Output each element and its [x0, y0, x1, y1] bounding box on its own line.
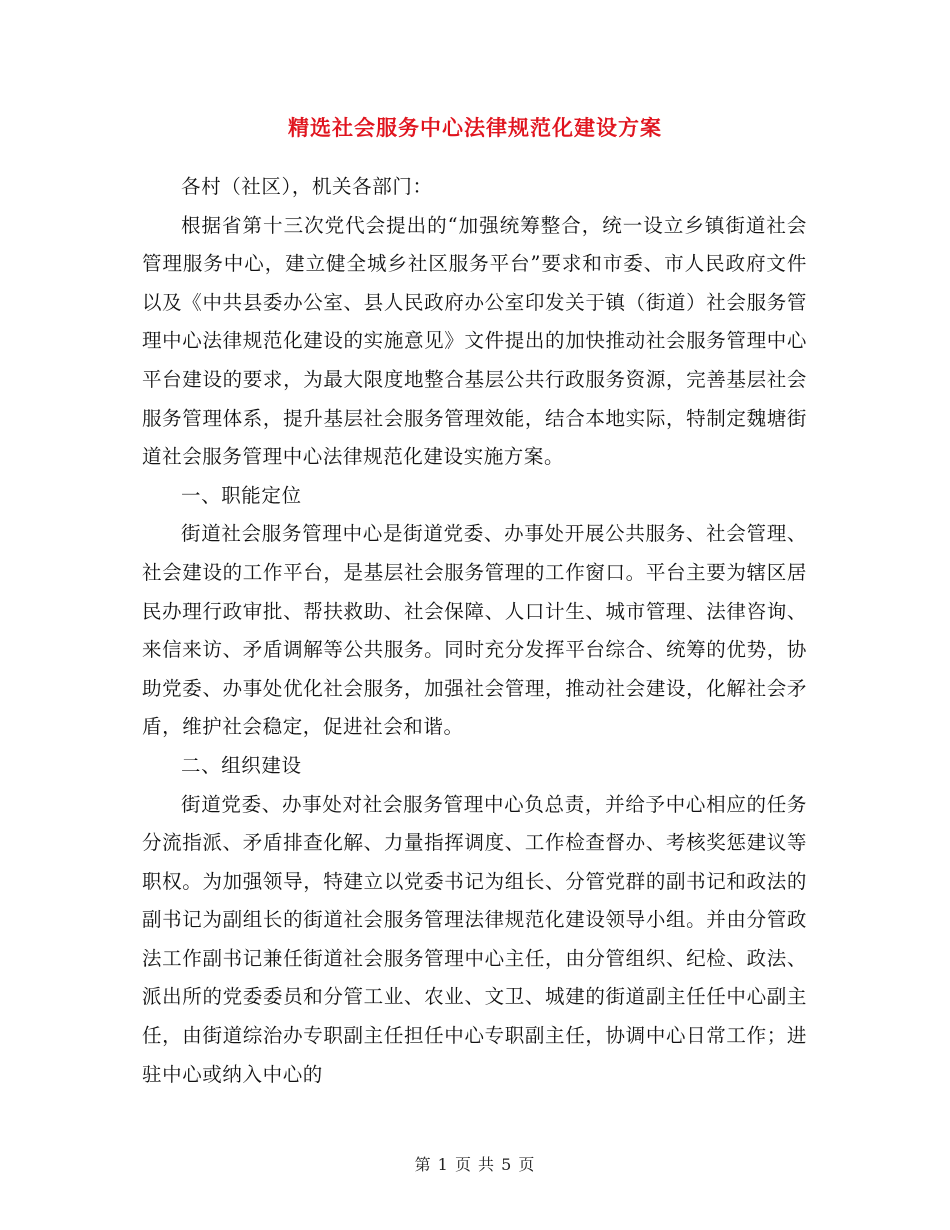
document-title: 精选社会服务中心法律规范化建设方案 — [288, 116, 662, 140]
paragraph-organization: 街道党委、办事处对社会服务管理中心负总责，并给予中心相应的任务分流指派、矛盾排查化解、力量指挥调度、工作检查督办、考核奖惩建议等职权。为加强领导，特建立以党委书记为组长、分管党群的副书记和政法的副书记为副组长的街道社会服务管理法律规范化建设领导小组。并由分管政法工作副书记兼任街道社会服务管理中心主任，由分管组织、纪检、政法、派出所的党委委员和分管工业、农业、文卫、城建的街道副主任任中心副主任，由街道综治办专职副主任担任中心专职副主任，协调中心日常工作；进驻中心或纳入中心的 — [142, 792, 807, 1086]
paragraph-function: 街道社会服务管理中心是街道党委、办事处开展公共服务、社会管理、社会建设的工作平台，是基层社会服务管理的工作窗口。平台主要为辖区居民办理行政审批、帮扶救助、社会保障、人口计生、城市管理、法律咨询、来信来访、矛盾调解等公共服务。同时充分发挥平台综合、统筹的优势，协助党委、办事处优化社会服务，加强社会管理，推动社会建设，化解社会矛盾，维护社会稳定，促进社会和谐。 — [142, 522, 807, 739]
section-heading-2: 二、组织建设 — [181, 753, 302, 777]
salutation: 各村（社区），机关各部门： — [181, 175, 433, 198]
section-heading-1: 一、职能定位 — [181, 483, 302, 507]
document-body — [142, 168, 807, 1094]
paragraph-intro: 根据省第十三次党代会提出的“加强统筹整合，统一设立乡镇街道社会管理服务中心，建立健全城乡社区服务平台”要求和市委、市人民政府文件以及《中共县委办公室、县人民政府办公室印发关于镇（街道）社会服务管理中心法律规范化建设的实施意见》文件提出的加快推动社会服务管理中心平台建设的要求，为最大限度地整合基层公共行政服务资源，完善基层社会服务管理体系，提升基层社会服务管理效能，结合本地实际，特制定魏塘街道社会服务管理中心法律规范化建设实施方案。 — [142, 213, 807, 469]
page-number: 第 1 页 共 5 页 — [414, 1155, 536, 1174]
